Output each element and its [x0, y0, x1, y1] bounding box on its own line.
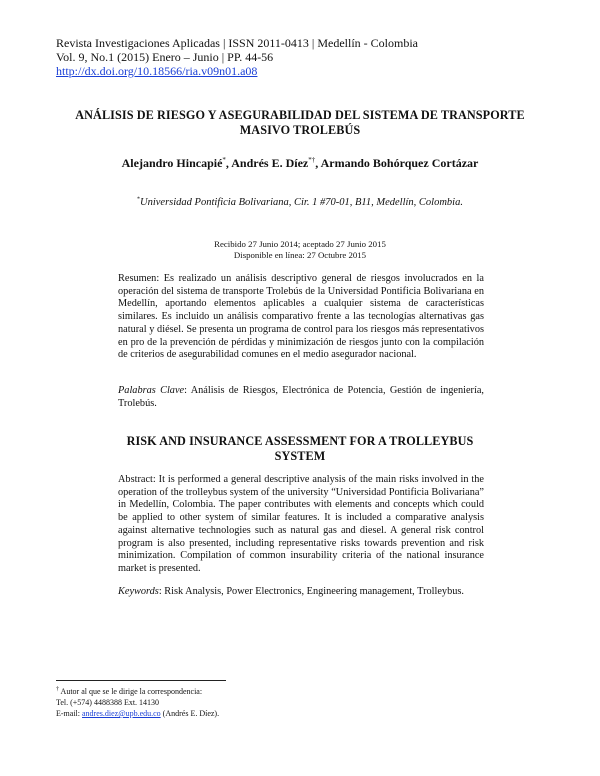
resumen-paragraph: Resumen: Es realizado un análisis descriptivo general de riesgos involucrados en la operación del sistema de transporte Trolebús de la Universidad Pontificia Bolivariana en Medellín, aportando elementos aplicables a cualquier sistema de características similares. Es incluido un análisis comparativo frente a las tecnologías alternativas gas natural y diésel. Se presenta un programa de control para los riesgos más representativos en pro de la prevención de pérdidas y minimización de riesgos junto con la compilación de criterios de asegurabilidad comunes en el medio asegurador nacional.	[118, 273, 484, 361]
affiliation-text: Universidad Pontificia Bolivariana, Cir. 1 #70-01, B11, Medellín, Colombia.	[140, 197, 463, 208]
footnote	[56, 686, 219, 719]
received-date: Recibido 27 Junio 2014; aceptado 27 Junio 2015	[214, 239, 386, 249]
journal-line: Revista Investigaciones Aplicadas | ISSN 2011-0413 | Medellín - Colombia	[56, 36, 418, 50]
doi-link[interactable]: http://dx.doi.org/10.18566/ria.v09n01.a08	[56, 64, 258, 78]
keywords-english-text: : Risk Analysis, Power Electronics, Engineering management, Trolleybus.	[158, 586, 464, 597]
footnote-email-label: E-mail:	[56, 709, 82, 718]
keywords-spanish-text: : Análisis de Riesgos, Electrónica de Potencia, Gestión de ingeniería, Trolebús.	[118, 385, 484, 409]
title-english	[60, 434, 540, 464]
email-link[interactable]: andres.diez@upb.edu.co	[82, 709, 161, 718]
keywords-english	[118, 586, 484, 599]
article-dates	[60, 239, 540, 261]
author-mark: *	[222, 156, 226, 164]
authors	[60, 156, 540, 171]
affiliation	[60, 197, 540, 208]
keywords-spanish-label: Palabras Clave	[118, 385, 185, 396]
footnote-email-line	[56, 708, 219, 719]
title-spanish-line2: MASIVO TROLEBÚS	[239, 123, 361, 137]
title-spanish-line1: ANÁLISIS DE RIESGO Y ASEGURABILIDAD DEL SISTEMA DE TRANSPORTE	[75, 108, 525, 122]
title-english-line1: RISK AND INSURANCE ASSESSMENT FOR A TROLLEYBUS	[126, 434, 474, 448]
footnote-tel: Tel. (+574) 4488388 Ext. 14130	[56, 698, 160, 707]
keywords-spanish	[118, 385, 484, 410]
author-bohorquez: , Armando Bohórquez Cortázar	[315, 156, 479, 170]
keywords-english-label: Keywords	[118, 586, 159, 597]
author-mark: *†	[308, 156, 316, 164]
author-diez: , Andrés E. Díez	[225, 156, 309, 170]
affiliation-mark: *	[137, 196, 141, 203]
title-english-line2: SYSTEM	[274, 449, 326, 463]
footnote-text: Autor al que se le dirige la correspondencia:	[59, 687, 203, 696]
author-hincapie: Alejandro Hincapié	[121, 156, 223, 170]
title-spanish	[60, 108, 540, 138]
abstract-paragraph: Abstract: It is performed a general descriptive analysis of the main risks involved in the operation of the trolleybus system of the university “Universidad Pontificia Bolivariana” in Medellín, Colombia. The paper contributes with elements and concepts which could be applied to other system of similar features. It is included a comparative analysis against alternative technologies such as natural gas and diesel. A general risk control program is also presented, including representative risks towards prevention and risk minimization. Compilation of common insurability criteria of the national insurance market is presented.	[118, 474, 484, 574]
footnote-mark: †	[56, 686, 59, 693]
footnote-line1	[56, 686, 219, 697]
footnote-divider	[56, 680, 226, 681]
journal-header	[56, 36, 418, 78]
available-date: Disponible en línea: 27 Octubre 2015	[233, 250, 367, 260]
footnote-email-suffix: (Andrés E. Díez).	[160, 709, 220, 718]
volume-line: Vol. 9, No.1 (2015) Enero – Junio | PP. 44-56	[56, 50, 274, 64]
